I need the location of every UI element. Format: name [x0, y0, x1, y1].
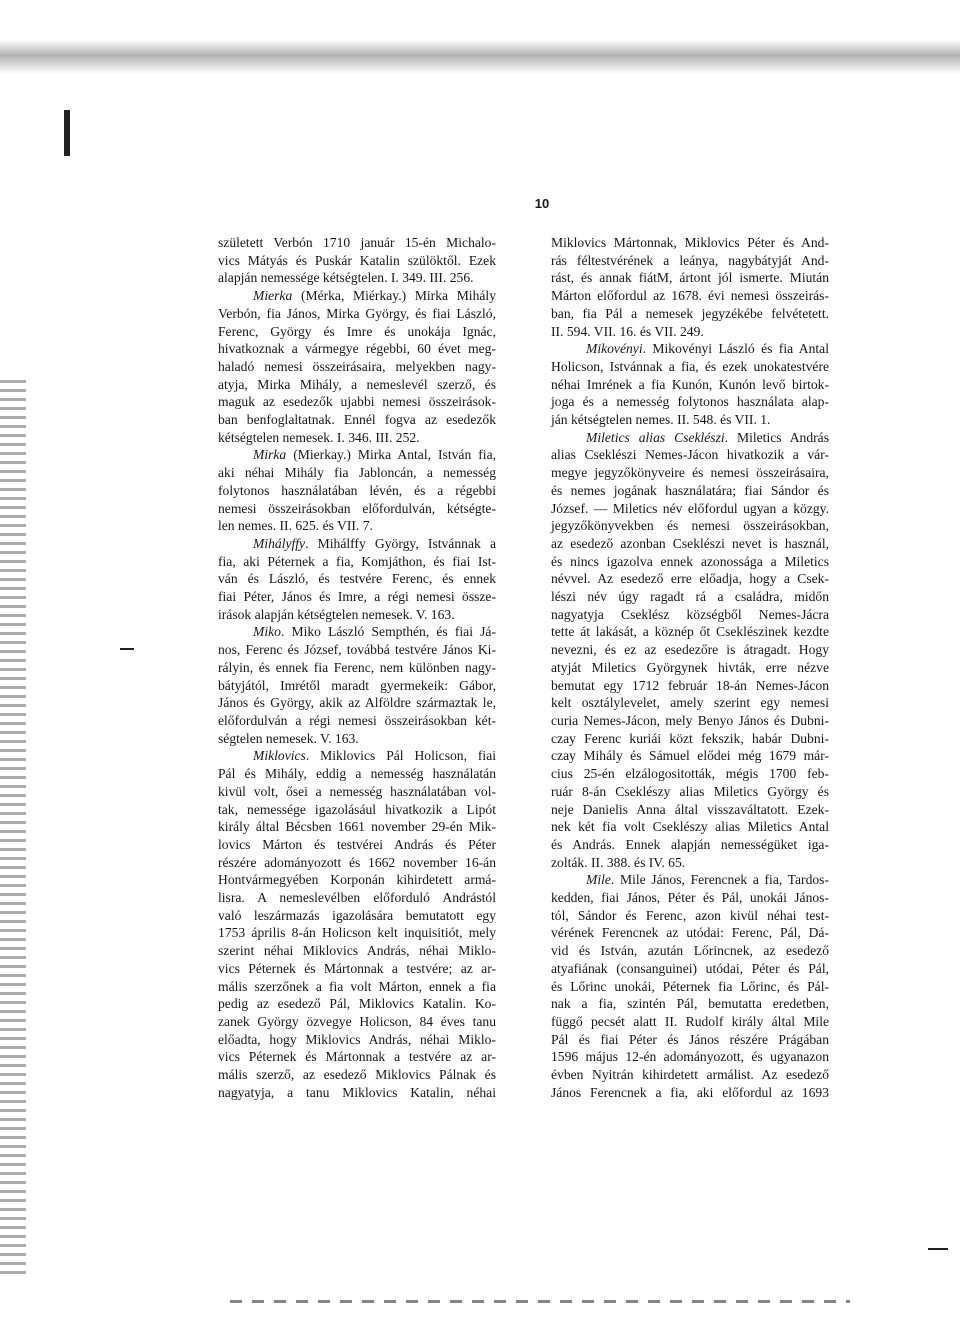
text-line — [551, 464, 829, 482]
text-run: atyját Miletics Györgynek hivták, erre nézve — [551, 659, 829, 675]
text-line — [551, 570, 829, 588]
text-line — [551, 393, 829, 411]
text-line — [218, 358, 496, 376]
text-run: rás féltestvérének a leánya, nagybátyját And- — [551, 252, 829, 268]
text-run: János és György, akik az Alföldre származtak le, — [218, 695, 496, 711]
text-run: fia, aki Péternek a fia, Komjáthon, és fiai Ist- — [218, 553, 496, 569]
text-line — [218, 818, 496, 836]
text-run: ján kétségtelen nemes. II. 548. és VII. 1. — [551, 412, 771, 428]
text-line — [551, 446, 829, 464]
text-run: nek két fia volt Cseklészy alias Miletics Antal — [551, 819, 829, 835]
text-line — [218, 978, 496, 996]
text-line — [218, 570, 496, 588]
text-line — [551, 287, 829, 305]
text-line — [218, 1066, 496, 1084]
text-run: rályin, és ennek fia Ferenc, nem különben nagy- — [218, 659, 496, 675]
text-run: nevezni, és ez az esedezőre is átragadt. Hogy — [551, 642, 829, 658]
text-line — [551, 818, 829, 836]
entry-heading: Mierka — [253, 288, 293, 304]
text-line — [218, 429, 496, 447]
text-run: és nincs igazolva ennek azonossága a Miletics — [551, 553, 829, 569]
text-line — [218, 464, 496, 482]
text-run: vics Mátyás és Puskár Katalin szülöktől. Ezek — [218, 252, 496, 268]
text-run: vics Péternek és Mártonnak a testvére; az ar- — [218, 960, 496, 976]
text-run: lészi név úgy ragadt rá a családra, midőn — [551, 589, 829, 605]
text-line — [218, 411, 496, 429]
text-run: bemutat egy 1712 február 18-án Nemes-Jácon — [551, 677, 829, 693]
text-line — [551, 323, 829, 341]
scan-mark — [928, 1248, 948, 1250]
text-run: aki néhai Mihály fia Jabloncán, a nemesség — [218, 465, 496, 481]
text-run: . Miklovics Pál Holicson, fiai — [305, 748, 496, 764]
text-line — [551, 482, 829, 500]
text-line — [551, 269, 829, 287]
text-line — [551, 535, 829, 553]
text-line — [218, 606, 496, 624]
text-line — [218, 871, 496, 889]
text-line — [218, 305, 496, 323]
text-line — [218, 553, 496, 571]
entry-heading: Miletics alias Cseklészi — [586, 429, 725, 445]
text-run: (Mérka, Miérkay.) Mirka Mihály — [292, 288, 496, 304]
text-run: vérének Ferencnek az utódai: Ferenc, Pál, Dá- — [551, 925, 829, 941]
text-run: ruár 8-án Cseklészy alias Miletics György és — [551, 783, 829, 799]
text-line — [551, 234, 829, 252]
text-line — [551, 376, 829, 394]
text-run: Verbón, fia János, Mirka György, és fiai László, — [218, 305, 496, 321]
text-line — [551, 995, 829, 1013]
text-run: lisra. A nemeslevélben előforduló Andrástól — [218, 890, 496, 906]
text-run: kétségtelen nemesek. I. 346. III. 252. — [218, 429, 420, 445]
text-run: Márton előfordul az 1678. évi nemesi összeirás- — [551, 288, 829, 304]
text-line — [551, 305, 829, 323]
text-line — [551, 836, 829, 854]
entry-heading: Mile — [586, 872, 611, 888]
text-line — [551, 517, 829, 535]
text-run: Hontvármegyében Korponán kihirdetett armá- — [218, 872, 496, 888]
text-run: ván és László, és testvére Ferenc, és ennek — [218, 571, 496, 587]
text-line — [218, 659, 496, 677]
text-run: jegyzőkönyvekben és nemesi összeirásokban, — [551, 518, 829, 534]
text-line — [551, 588, 829, 606]
text-run: . Miko László Sempthén, és fiai Já- — [280, 624, 496, 640]
entry-heading: Miklovics — [253, 748, 306, 764]
text-run: atyja, Mirka Mihály, a nemeslevél szerző, és — [218, 376, 496, 392]
text-line — [551, 411, 829, 429]
text-line — [551, 429, 829, 447]
scan-left-edge — [0, 380, 26, 1280]
text-run: cius 25-én elzálogositották, mégis 1700 feb- — [551, 766, 829, 782]
text-line — [218, 783, 496, 801]
text-run: vics Péternek és Mártonnak a testvére az ar- — [218, 1049, 496, 1065]
text-run: atyafiának (consanguinei) utódai, Péter és Pál, — [551, 960, 829, 976]
text-run: való leszármazás igazolására bemutatott egy — [218, 907, 496, 923]
text-line — [551, 765, 829, 783]
text-line — [218, 730, 496, 748]
text-line — [551, 854, 829, 872]
text-run: zanek György özvegye Holicson, 84 éves tanu — [218, 1013, 496, 1029]
text-line — [551, 659, 829, 677]
text-line — [551, 1013, 829, 1031]
text-line — [551, 340, 829, 358]
entry-heading: Mikovényi — [586, 341, 643, 357]
text-line — [218, 446, 496, 464]
text-run: Miklovics Mártonnak, Miklovics Péter és And- — [551, 235, 829, 250]
text-run: nagyatyja Cseklész községből Nemes-Jácra — [551, 606, 829, 622]
text-line — [218, 995, 496, 1013]
text-run: neje Danielis Anna által visszaváltatott. Ezek- — [551, 801, 829, 817]
text-line — [218, 907, 496, 925]
text-run: függő pecsét alatt II. Rudolf király által Mile — [551, 1013, 829, 1029]
text-line — [551, 1031, 829, 1049]
text-line — [218, 588, 496, 606]
text-line — [551, 747, 829, 765]
text-line — [551, 1066, 829, 1084]
text-line — [551, 960, 829, 978]
text-run: és nemes jogának használatára; fiai Sándor és — [551, 482, 829, 498]
text-run: kivül volt, ősei a nemesség használatában vol- — [218, 783, 496, 799]
text-run: és András. Ennek alapján nemességüket iga- — [551, 836, 829, 852]
text-run: megye jegyzőkönyveire és nemesi összeirásaira, — [551, 465, 829, 481]
text-line — [218, 482, 496, 500]
text-line — [551, 252, 829, 270]
text-line — [218, 889, 496, 907]
text-line — [218, 765, 496, 783]
text-line — [218, 801, 496, 819]
text-line — [551, 553, 829, 571]
text-run: néhai Imrének a fia Kunón, Kunón levő birtok- — [551, 376, 829, 392]
text-line — [551, 677, 829, 695]
text-run: curia Nemes-Jácon, mely Benyo János és Dubni- — [551, 712, 829, 728]
text-run: 1753 április 8-án Holicson kelt inquisitiót, mely — [218, 925, 496, 941]
text-line — [218, 942, 496, 960]
text-line — [218, 641, 496, 659]
text-line — [551, 606, 829, 624]
page-number: 10 — [534, 196, 550, 211]
text-run: alapján nemessége kétségtelen. I. 349. III. 256. — [218, 270, 474, 286]
text-line — [551, 783, 829, 801]
text-line — [551, 694, 829, 712]
text-line — [218, 340, 496, 358]
scan-mark — [120, 648, 134, 650]
text-line — [551, 500, 829, 518]
text-run: előfordulván a régi nemesi összeirásokban két- — [218, 712, 496, 728]
text-run: részére adományozott és 1662 november 16-án — [218, 854, 496, 870]
text-run: 1596 május 12-én adományozott, és ugyanazon — [551, 1049, 829, 1065]
text-run: haladó nemesi összeirásaira, melyekben nagy- — [218, 358, 496, 374]
text-run: . Mikovényi László és fia Antal — [642, 341, 829, 357]
text-line — [218, 535, 496, 553]
text-run: maguk az esedezők ujabbi nemesi összeirások- — [218, 394, 496, 410]
text-run: hivatkoznak a vármegye régebbi, 60 évet meg- — [218, 341, 496, 357]
text-run: joga és a nemesség folytonos használata alap- — [551, 394, 829, 410]
text-run: ban benfoglaltatnak. Ennél fogva az esedezők — [218, 412, 496, 428]
text-line — [551, 730, 829, 748]
text-run: czay Ferenc kuriái közt fekszik, habár Dubni- — [551, 730, 829, 746]
text-line — [551, 1084, 829, 1102]
text-run: kedden, fiai János, Péter és Pál, unokái János- — [551, 890, 829, 906]
text-run: II. 594. VII. 16. és VII. 249. — [551, 323, 704, 339]
text-run: János Ferencnek a fia, aki előfordul az 1693 — [551, 1084, 829, 1100]
text-line — [551, 1048, 829, 1066]
text-line — [218, 1031, 496, 1049]
right-text-column — [551, 234, 829, 1101]
text-line — [218, 960, 496, 978]
text-run: Holicson, Istvánnak a fia, és ezek unokatestvére — [551, 358, 829, 374]
text-run: irások alapján kétségtelen nemesek. V. 163. — [218, 606, 455, 622]
text-run: az esedező azonban Cseklészi nevet is használ, — [551, 535, 829, 551]
text-line — [551, 641, 829, 659]
text-run: czay Mihály és Sámuel elődei még 1679 már- — [551, 748, 829, 764]
text-line — [218, 517, 496, 535]
text-run: ségtelen nemesek. V. 163. — [218, 730, 359, 746]
text-line — [218, 500, 496, 518]
text-line — [218, 924, 496, 942]
text-line — [218, 1084, 496, 1102]
text-line — [218, 1013, 496, 1031]
scan-bottom-edge — [230, 1300, 850, 1303]
text-line — [551, 871, 829, 889]
text-line — [218, 1048, 496, 1066]
text-line — [218, 252, 496, 270]
text-run: mális szerzőnek a fia volt Márton, ennek a fia — [218, 978, 496, 994]
text-line — [218, 376, 496, 394]
text-run: névvel. Az esedező erre előadja, hogy a Csek- — [551, 571, 829, 587]
text-run: évben Nyitrán kihirdetett armálist. Az esedező — [551, 1067, 829, 1083]
text-run: . Miletics András — [724, 429, 829, 445]
entry-heading: Miko — [253, 624, 281, 640]
text-line — [218, 836, 496, 854]
text-line — [218, 747, 496, 765]
text-run: lovics Márton és testvérei András és Péter — [218, 836, 496, 852]
text-run: Pál és Mihály, eddig a nemesség használatán — [218, 766, 496, 782]
text-run: kelt osztálylevelet, amely szerint egy nemesi — [551, 695, 829, 711]
text-run: . Mile János, Ferencnek a fia, Tardos- — [610, 872, 829, 888]
text-run: nos, Ferenc és József, továbbá testvére János Ki- — [218, 642, 496, 658]
entry-heading: Mihályffy — [253, 535, 306, 551]
text-run: bátyjától, Imrétől maradt gyermekeik: Gábor, — [218, 677, 496, 693]
scan-top-edge — [0, 40, 960, 74]
text-line — [551, 712, 829, 730]
text-run: király által Bécsben 1661 november 29-én Mik- — [218, 819, 496, 835]
text-run: és Lőrinc unokái, Péternek fia Lőrinc, és Pál- — [551, 978, 829, 994]
text-run: nak a fia, szintén Pál, bemutatta eredetben, — [551, 996, 829, 1012]
text-run: pedig az esedező Pál, Miklovics Katalin. Ko- — [218, 996, 496, 1012]
text-run: fiai Péter, János és Imre, a régi nemesi össze- — [218, 589, 496, 605]
text-run: Ferenc, György és Imre és unokája Ignác, — [218, 323, 496, 339]
text-run: rást, és annak fiátM, ártont jól ismerte. Miután — [551, 270, 829, 286]
text-run: folytonos használatában lévén, és a régebbi — [218, 482, 496, 498]
text-line — [218, 712, 496, 730]
text-run: vid és István, azután Lőrincnek, az esedező — [551, 943, 829, 959]
text-run: len nemes. II. 625. és VII. 7. — [218, 518, 373, 534]
text-run: előadta, hogy Miklovics András, néhai Miklo- — [218, 1031, 496, 1047]
text-line — [551, 907, 829, 925]
text-run: . Mihálffy György, Istvánnak a — [305, 535, 496, 551]
text-run: (Mierkay.) Mirka Antal, István fia, — [286, 447, 496, 463]
text-line — [551, 889, 829, 907]
text-run: szerint néhai Miklovics András, néhai Miklo- — [218, 943, 496, 959]
text-line — [218, 677, 496, 695]
text-run: zolták. II. 388. és IV. 65. — [551, 854, 686, 870]
text-run: nagyatyja, a tanu Miklovics Katalin, néhai — [218, 1084, 496, 1100]
text-line — [218, 269, 496, 287]
text-run: mális szerző, az esedező Miklovics Pálnak és — [218, 1067, 496, 1083]
text-line — [218, 694, 496, 712]
text-run: született Verbón 1710 január 15-én Michalo- — [218, 235, 496, 250]
text-line — [551, 942, 829, 960]
text-line — [551, 801, 829, 819]
text-run: tak, nemessége igazolásául hivatkozik a Lipót — [218, 801, 496, 817]
text-run: alias Cseklészi Nemes-Jácon hivatkozik a vár- — [551, 447, 829, 463]
text-line — [218, 393, 496, 411]
text-line — [218, 854, 496, 872]
left-text-column — [218, 234, 496, 1101]
scan-mark — [64, 110, 70, 156]
text-line — [218, 623, 496, 641]
text-line — [551, 924, 829, 942]
text-run: tól, Sándor és Ferenc, azon kivül néhai test- — [551, 907, 829, 923]
text-line — [551, 623, 829, 641]
text-run: József. — Miletics név előfordul ugyan a közgy. — [551, 500, 829, 516]
text-line — [218, 323, 496, 341]
text-line — [218, 287, 496, 305]
text-line — [551, 978, 829, 996]
text-run: tette át lakását, a köznép őt Cseklészinek kezdte — [551, 624, 829, 640]
text-run: nemesi összeirásokban előfordulván, kétségte- — [218, 500, 496, 516]
text-line — [218, 234, 496, 252]
entry-heading: Mirka — [253, 447, 287, 463]
text-run: Pál és fiai Péter és János részére Prágában — [551, 1031, 829, 1047]
text-line — [551, 358, 829, 376]
text-run: ban, fia Pál a nemesek jegyzékébe felvétetett. — [551, 305, 829, 321]
